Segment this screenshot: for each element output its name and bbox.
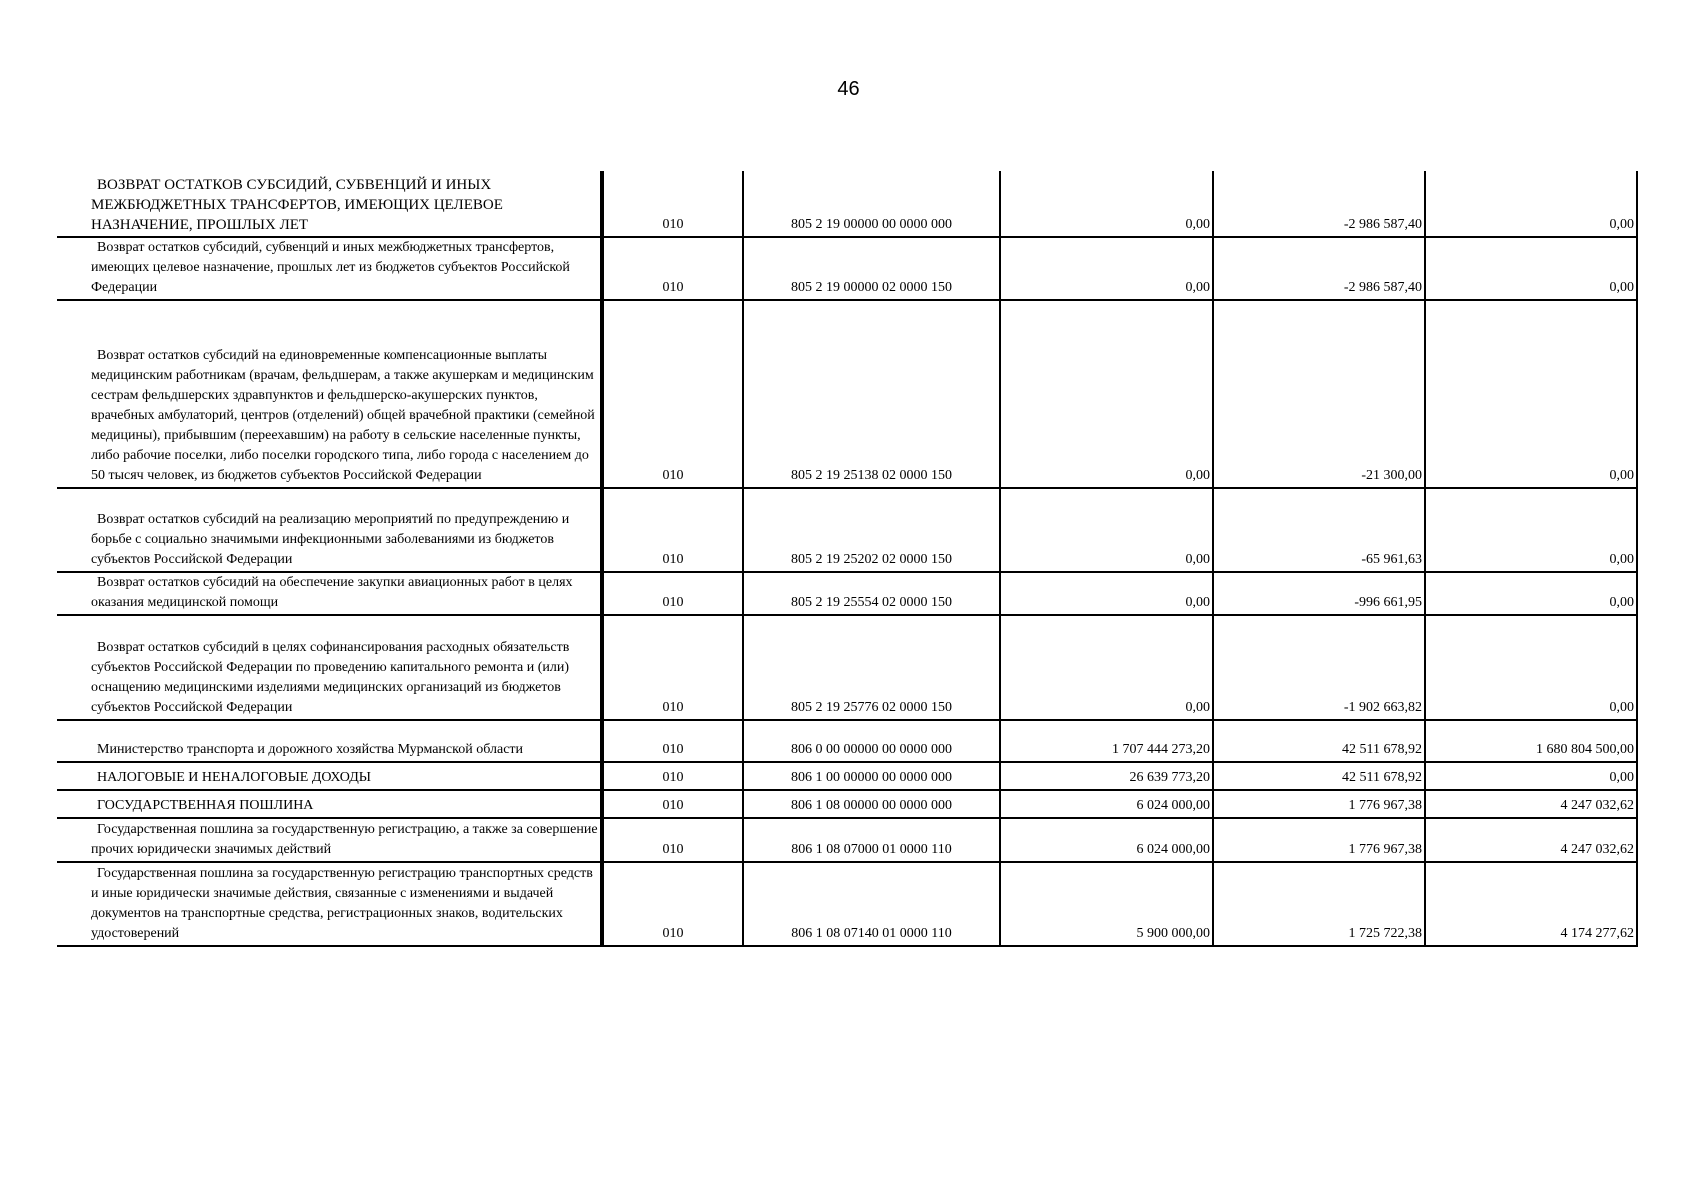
table-row (57, 720, 1637, 762)
page-number: 46 (837, 78, 860, 100)
row-budget-code: 806 1 00 00000 00 0000 000 (743, 762, 1000, 790)
row-executed-amount: -65 961,63 (1213, 488, 1425, 572)
table-row (57, 171, 1637, 237)
row-executed-amount: 1 776 967,38 (1213, 818, 1425, 862)
row-approved-amount: 6 024 000,00 (1000, 790, 1213, 818)
row-description: НАЛОГОВЫЕ И НЕНАЛОГОВЫЕ ДОХОДЫ (57, 762, 602, 790)
row-executed-amount: 42 511 678,92 (1213, 720, 1425, 762)
table-row (57, 572, 1637, 615)
row-executed-amount: 1 725 722,38 (1213, 862, 1425, 946)
row-description: Возврат остатков субсидий на реализацию мероприятий по предупреждению и борьбе с социально значимыми инфекционными заболеваниями из бюджетов субъектов Российской Федерации (57, 488, 602, 572)
row-approved-amount: 5 900 000,00 (1000, 862, 1213, 946)
row-budget-code: 805 2 19 00000 00 0000 000 (743, 171, 1000, 237)
row-unexecuted-amount: 0,00 (1425, 300, 1637, 488)
row-unexecuted-amount: 4 247 032,62 (1425, 790, 1637, 818)
row-line-code: 010 (602, 790, 743, 818)
table-row (57, 488, 1637, 572)
row-description: Возврат остатков субсидий на обеспечение закупки авиационных работ в целях оказания медицинской помощи (57, 572, 602, 615)
row-description: Министерство транспорта и дорожного хозяйства Мурманской области (57, 720, 602, 762)
row-executed-amount: -996 661,95 (1213, 572, 1425, 615)
row-budget-code: 805 2 19 25138 02 0000 150 (743, 300, 1000, 488)
row-approved-amount: 0,00 (1000, 488, 1213, 572)
row-executed-amount: 42 511 678,92 (1213, 762, 1425, 790)
row-approved-amount: 6 024 000,00 (1000, 818, 1213, 862)
row-approved-amount: 26 639 773,20 (1000, 762, 1213, 790)
row-executed-amount: -1 902 663,82 (1213, 615, 1425, 720)
row-line-code: 010 (602, 762, 743, 790)
row-line-code: 010 (602, 615, 743, 720)
row-budget-code: 805 2 19 00000 02 0000 150 (743, 237, 1000, 300)
row-executed-amount: -2 986 587,40 (1213, 237, 1425, 300)
row-unexecuted-amount: 1 680 804 500,00 (1425, 720, 1637, 762)
row-line-code: 010 (602, 488, 743, 572)
row-unexecuted-amount: 4 247 032,62 (1425, 818, 1637, 862)
budget-revenue-table (57, 171, 1638, 947)
row-description: ВОЗВРАТ ОСТАТКОВ СУБСИДИЙ, СУБВЕНЦИЙ И ИНЫХ МЕЖБЮДЖЕТНЫХ ТРАНСФЕРТОВ, ИМЕЮЩИХ ЦЕЛЕВОЕ НАЗНАЧЕНИЕ, ПРОШЛЫХ ЛЕТ (57, 171, 602, 237)
row-budget-code: 806 1 08 07140 01 0000 110 (743, 862, 1000, 946)
row-line-code: 010 (602, 720, 743, 762)
row-approved-amount: 0,00 (1000, 615, 1213, 720)
row-budget-code: 805 2 19 25202 02 0000 150 (743, 488, 1000, 572)
row-description: Государственная пошлина за государственную регистрацию, а также за совершение прочих юридически значимых действий (57, 818, 602, 862)
row-approved-amount: 0,00 (1000, 300, 1213, 488)
row-unexecuted-amount: 0,00 (1425, 615, 1637, 720)
row-description: Возврат остатков субсидий на единовременные компенсационные выплаты медицинским работникам (врачам, фельдшерам, а также акушеркам и медицинским сестрам фельдшерских здравпунктов и фельдшерско-акушерских пунктов, врачебных амбулаторий, центров (отделений) общей врачебной практики (семейной медицины), прибывшим (переехавшим) на работу в сельские населенные пункты, либо рабочие поселки, либо поселки городского типа, либо города с населением до 50 тысяч человек, из бюджетов субъектов Российской Федерации (57, 300, 602, 488)
row-budget-code: 806 0 00 00000 00 0000 000 (743, 720, 1000, 762)
row-budget-code: 805 2 19 25776 02 0000 150 (743, 615, 1000, 720)
row-description: Возврат остатков субсидий, субвенций и иных межбюджетных трансфертов, имеющих целевое назначение, прошлых лет из бюджетов субъектов Российской Федерации (57, 237, 602, 300)
row-unexecuted-amount: 0,00 (1425, 171, 1637, 237)
row-approved-amount: 0,00 (1000, 572, 1213, 615)
row-description: ГОСУДАРСТВЕННАЯ ПОШЛИНА (57, 790, 602, 818)
table-row (57, 818, 1637, 862)
row-line-code: 010 (602, 818, 743, 862)
row-line-code: 010 (602, 862, 743, 946)
table-row (57, 300, 1637, 488)
row-executed-amount: 1 776 967,38 (1213, 790, 1425, 818)
table-row (57, 615, 1637, 720)
row-unexecuted-amount: 0,00 (1425, 762, 1637, 790)
table-row (57, 790, 1637, 818)
row-line-code: 010 (602, 237, 743, 300)
row-description: Возврат остатков субсидий в целях софинансирования расходных обязательств субъектов Российской Федерации по проведению капитального ремонта и (или) оснащению медицинскими изделиями медицинских организаций из бюджетов субъектов Российской Федерации (57, 615, 602, 720)
row-approved-amount: 0,00 (1000, 171, 1213, 237)
row-description: Государственная пошлина за государственную регистрацию транспортных средств и иные юридически значимые действия, связанные с изменениями и выдачей документов на транспортные средства, регистрационных знаков, водительских удостоверений (57, 862, 602, 946)
row-unexecuted-amount: 0,00 (1425, 488, 1637, 572)
row-approved-amount: 1 707 444 273,20 (1000, 720, 1213, 762)
row-line-code: 010 (602, 572, 743, 615)
table-row (57, 862, 1637, 946)
row-line-code: 010 (602, 171, 743, 237)
row-approved-amount: 0,00 (1000, 237, 1213, 300)
row-executed-amount: -21 300,00 (1213, 300, 1425, 488)
row-budget-code: 805 2 19 25554 02 0000 150 (743, 572, 1000, 615)
row-unexecuted-amount: 0,00 (1425, 572, 1637, 615)
row-unexecuted-amount: 4 174 277,62 (1425, 862, 1637, 946)
row-unexecuted-amount: 0,00 (1425, 237, 1637, 300)
table-row (57, 237, 1637, 300)
table-row (57, 762, 1637, 790)
row-budget-code: 806 1 08 00000 00 0000 000 (743, 790, 1000, 818)
row-line-code: 010 (602, 300, 743, 488)
row-budget-code: 806 1 08 07000 01 0000 110 (743, 818, 1000, 862)
row-executed-amount: -2 986 587,40 (1213, 171, 1425, 237)
